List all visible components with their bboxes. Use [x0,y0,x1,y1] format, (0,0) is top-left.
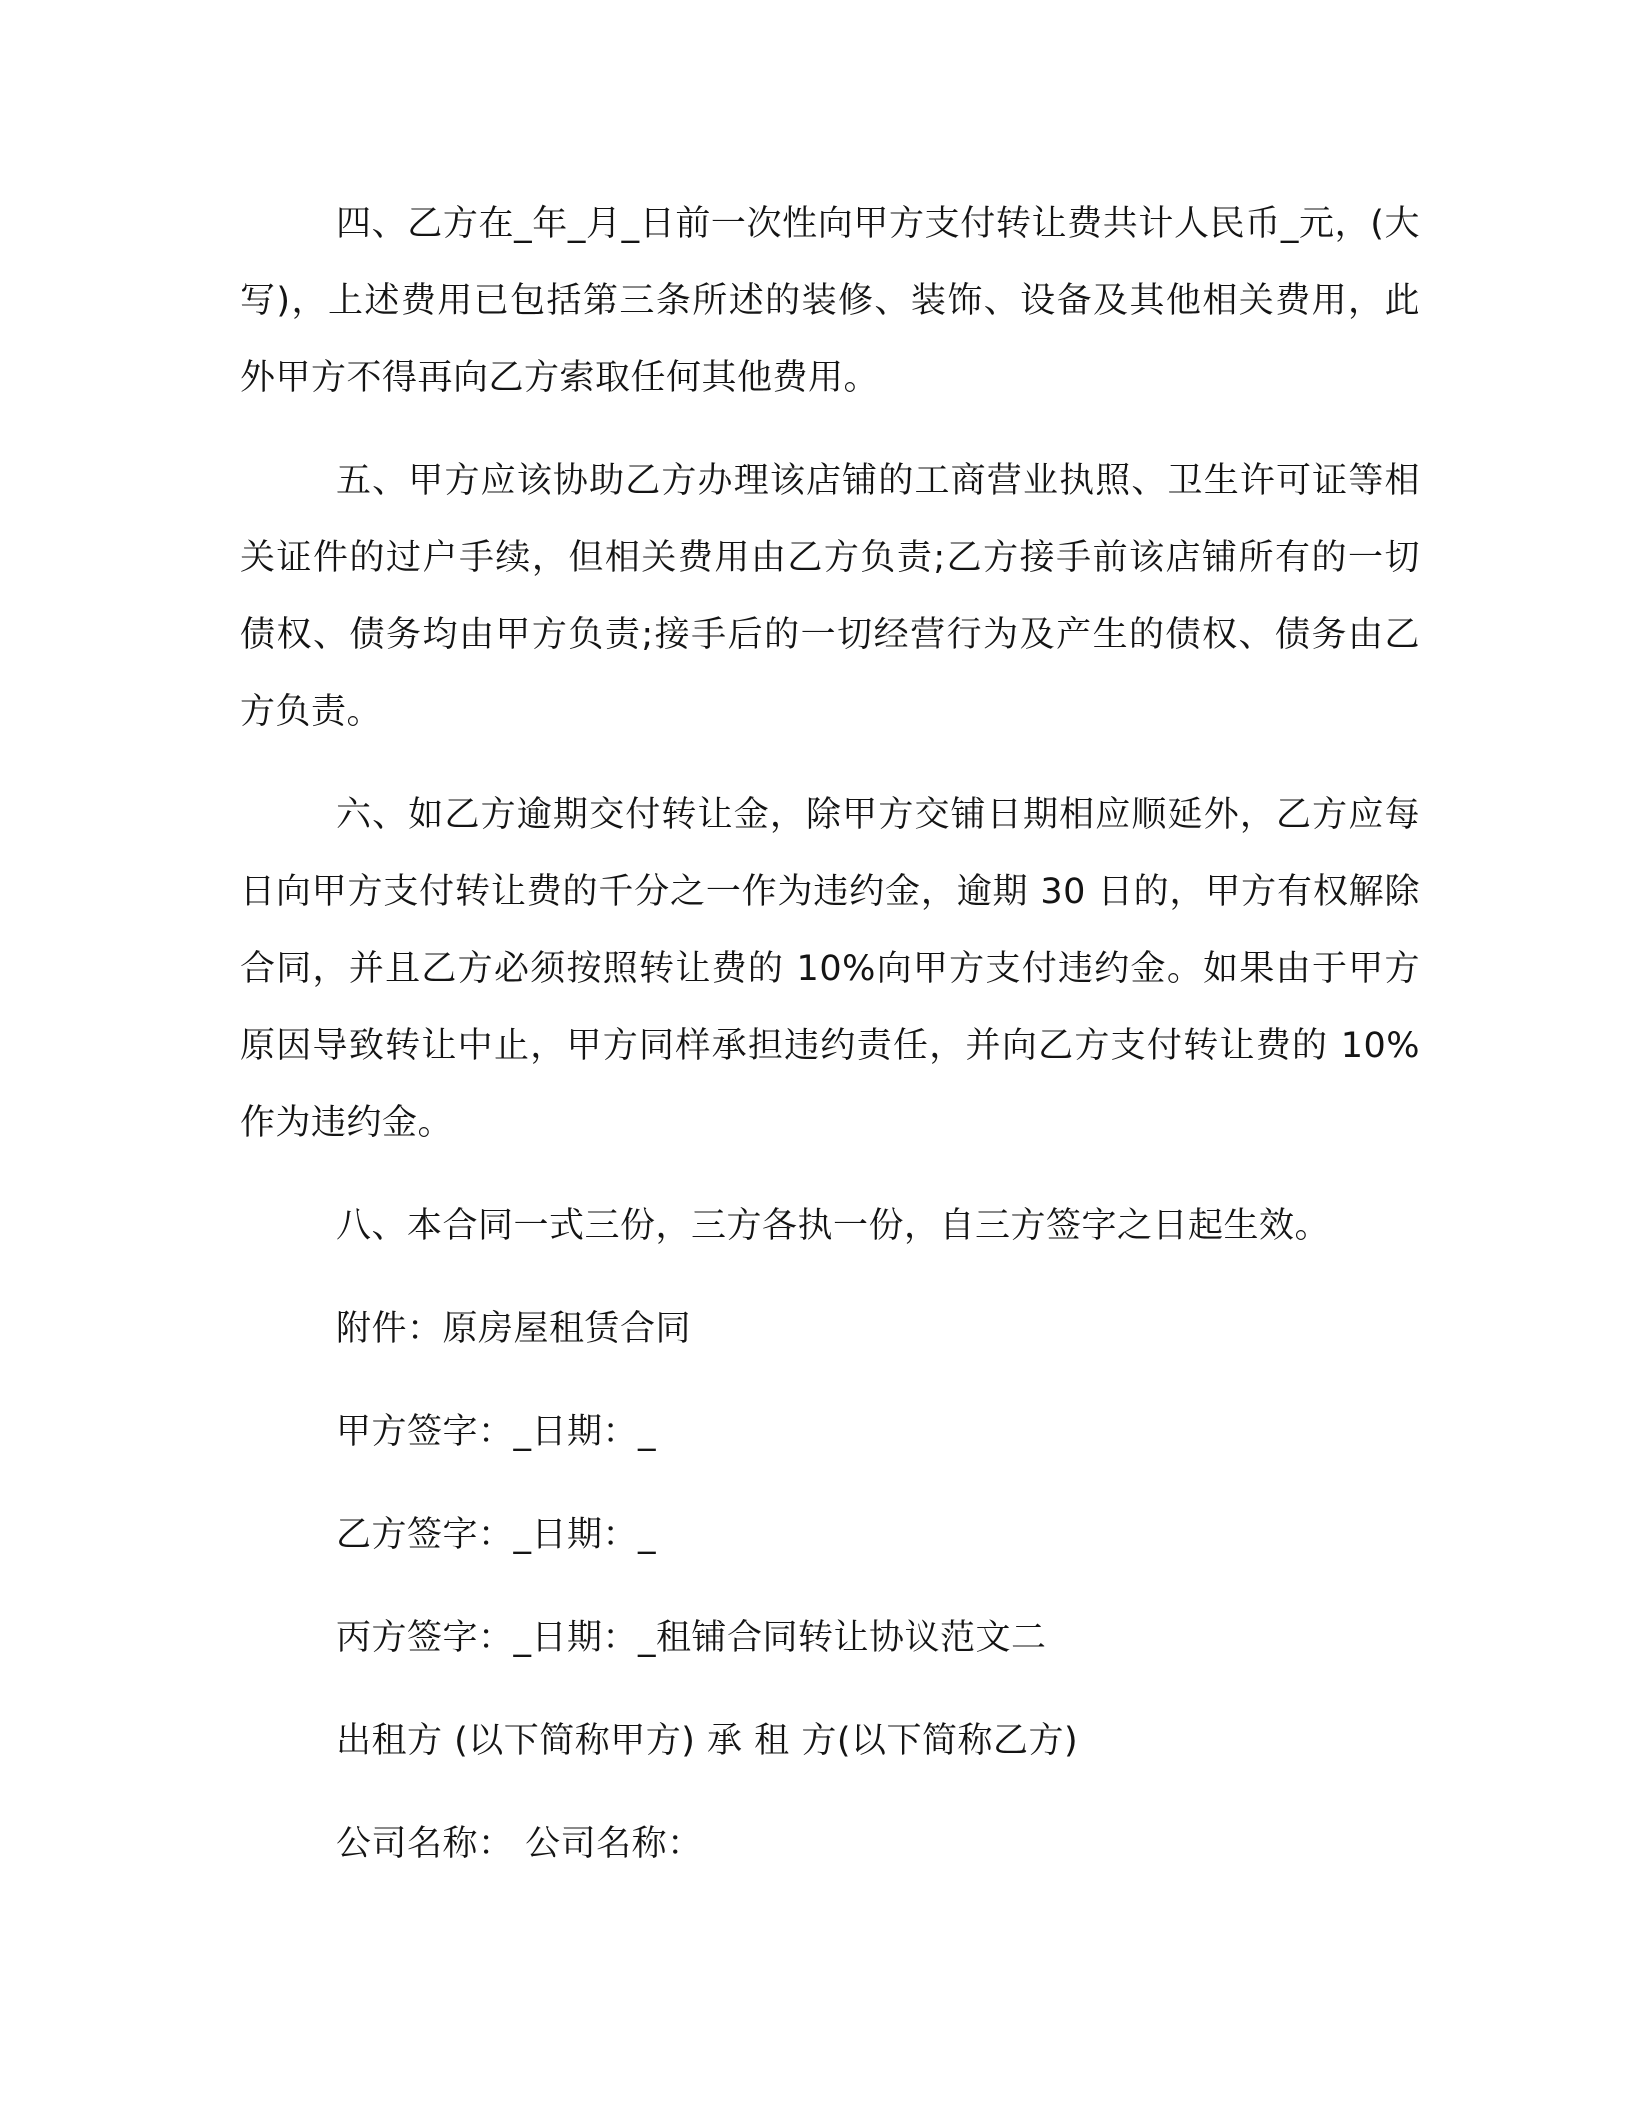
document-body [240,186,1420,1909]
clause-four-paragraph: 四、乙方在_年_月_日前一次性向甲方支付转让费共计人民币_元，(大写)，上述费用已包括第三条所述的装修、装饰、设备及其他相关费用，此外甲方不得再向乙方索取任何其他费用。 [240,204,1420,398]
party-b-signature-line: 乙方签字：_日期：_ [336,1515,657,1555]
clause-eight-line: 八、本合同一式三份，三方各执一份，自三方签字之日起生效。 [336,1206,1331,1246]
clause-five-paragraph: 五、甲方应该协助乙方办理该店铺的工商营业执照、卫生许可证等相关证件的过户手续，但相关费用由乙方负责;乙方接手前该店铺所有的一切债权、债务均由甲方负责;接手后的一切经营行为及产生的债权、债务由乙方负责。 [240,461,1420,732]
attachment-line: 附件：原房屋租赁合同 [336,1309,692,1349]
clause-six-paragraph: 六、如乙方逾期交付转让金，除甲方交铺日期相应顺延外，乙方应每日向甲方支付转让费的千分之一作为违约金，逾期 30 日的，甲方有权解除合同，并且乙方必须按照转让费的 10%向甲方支付违约金。如果由于甲方原因导致转让中止，甲方同样承担违约责任，并向乙方支付转让费的 10%作为违约金。 [240,795,1420,1143]
party-c-signature-line: 丙方签字：_日期：_租铺合同转让协议范文二 [336,1618,1047,1658]
parties-heading-line: 出租方 (以下简称甲方) 承 租 方(以下简称乙方) [336,1721,1079,1761]
company-name-line: 公司名称： 公司名称： [336,1824,703,1864]
party-a-signature-line: 甲方签字：_日期：_ [336,1412,657,1452]
